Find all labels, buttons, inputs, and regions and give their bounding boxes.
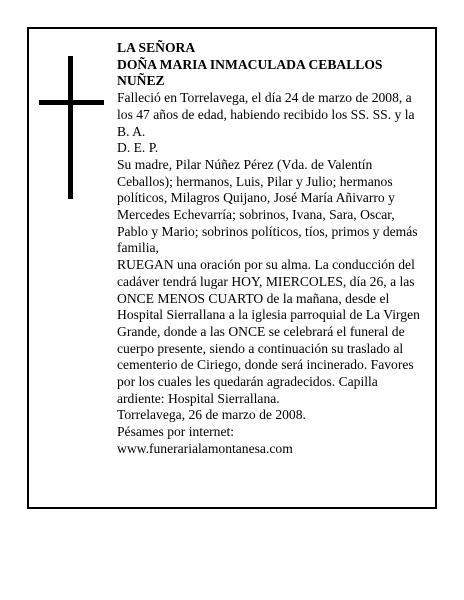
title-line-1: LA SEÑORA bbox=[117, 40, 196, 55]
obituary-card bbox=[27, 27, 437, 509]
family-list: Su madre, Pilar Núñez Pérez (Vda. de Valentín Ceballos); hermanos, Luis, Pilar y Julio; hermanos políticos, Milagros Quijano, José María Añivarro y Mercedes Echevarría; sobrinos, Ivana, Sara, Oscar, Pablo y Mario; sobrinos políticos, tíos, primos y demás familia, bbox=[117, 156, 418, 256]
deceased-name: DOÑA MARIA INMACULADA CEBALLOS NUÑEZ bbox=[117, 56, 383, 89]
dep-line: D. E. P. bbox=[117, 140, 159, 156]
death-details: Falleció en Torrelavega, el día 24 de marzo de 2008, a los 47 años de edad, habiendo recibido los SS. SS. y la B. A. bbox=[117, 90, 415, 139]
condolences-label: Pésames por internet: bbox=[117, 424, 235, 440]
website-link[interactable]: www.funerarialamontanesa.com bbox=[117, 440, 293, 456]
cross-icon-crossbar bbox=[39, 100, 104, 105]
cross-icon bbox=[68, 56, 73, 199]
funeral-details: RUEGAN una oración por su alma. La conducción del cadáver tendrá lugar HOY, MIERCOLES, día 26, a las ONCE MENOS CUARTO de la mañana, desde el Hospital Sierrallana a la iglesia parroquial de La Virgen Grande, donde a las ONCE se celebrará el funeral de cuerpo presente, siendo a continuación su traslado al cementerio de Ciriego, donde será incinerado. Favores por los cuales les quedarán agradecidos. Capilla ardiente: Hospital Sierrallana. bbox=[117, 257, 420, 406]
place-date: Torrelavega, 26 de marzo de 2008. bbox=[117, 407, 306, 423]
obituary-text bbox=[117, 40, 427, 458]
